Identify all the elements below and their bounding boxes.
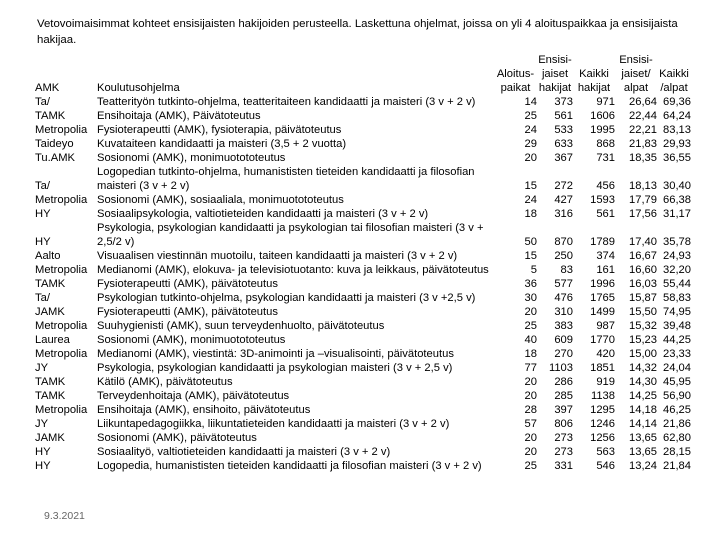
cell-institution: HY <box>35 446 51 458</box>
header-aloituspaikat: Aloitus- paikat <box>496 68 535 94</box>
cell-aloituspaikat: 25 <box>524 320 537 332</box>
header-ensisijaiset-alpat: Ensisi- jaiset/ alpat <box>619 54 653 94</box>
cell-aloituspaikat: 24 <box>524 194 537 206</box>
cell-program: Suuhygienisti (AMK), suun terveydenhuolto, päivätoteutus <box>97 320 385 332</box>
table-row <box>35 459 691 473</box>
cell-kaikki-alpat: 66,38 <box>663 194 691 206</box>
cell-aloituspaikat: 20 <box>524 306 537 318</box>
table-row <box>35 137 691 151</box>
cell-ensisijaiset-hakijat: 397 <box>554 404 573 416</box>
cell-ensisijaiset-hakijat: 285 <box>554 390 573 402</box>
cell-program: Visuaalisen viestinnän muotoilu, taiteen kandidaatti ja maisteri (3 v + 2 v) <box>97 250 458 262</box>
cell-program: Teatterityön tutkinto-ohjelma, teatteritaiteen kandidaatti ja maisteri (3 v + 2 v) <box>97 96 476 108</box>
table-row <box>35 193 691 207</box>
cell-aloituspaikat: 77 <box>524 362 537 374</box>
cell-program: Psykologia, psykologian kandidaatti ja psykologian tai filosofian maisteri (3 v + 2,5/2 v) <box>97 222 484 248</box>
cell-aloituspaikat: 20 <box>524 446 537 458</box>
cell-ensisijaiset-hakijat: 316 <box>554 208 573 220</box>
cell-aloituspaikat: 25 <box>524 460 537 472</box>
cell-ensisijaiset-hakijat: 270 <box>554 348 573 360</box>
cell-aloituspaikat: 29 <box>524 138 537 150</box>
cell-ensisijaiset-hakijat: 383 <box>554 320 573 332</box>
cell-kaikki-alpat: 32,20 <box>663 264 691 276</box>
cell-kaikki-alpat: 28,15 <box>663 446 691 458</box>
cell-ensisijaiset-hakijat: 286 <box>554 376 573 388</box>
cell-program: Sosionomi (AMK), monimuotototeutus <box>97 152 286 164</box>
cell-kaikki-hakijat: 1593 <box>590 194 615 206</box>
date-footer: 9.3.2021 <box>44 510 85 522</box>
table-row <box>35 263 691 277</box>
cell-ensisijaiset-alpat: 13,65 <box>629 446 657 458</box>
table-row <box>35 249 691 263</box>
cell-aloituspaikat: 40 <box>524 334 537 346</box>
cell-ensisijaiset-hakijat: 561 <box>554 110 573 122</box>
cell-program: Fysioterapeutti (AMK), päivätoteutus <box>97 278 278 290</box>
cell-kaikki-alpat: 21,86 <box>663 418 691 430</box>
cell-program: Psykologia, psykologian kandidaatti ja psykologian maisteri (3 v + 2,5 v) <box>97 362 453 374</box>
cell-institution: Ta/ <box>35 180 50 192</box>
cell-kaikki-alpat: 58,83 <box>663 292 691 304</box>
cell-program: Sosionomi (AMK), monimuotototeutus <box>97 334 286 346</box>
cell-kaikki-hakijat: 731 <box>596 152 615 164</box>
cell-kaikki-hakijat: 1246 <box>590 418 615 430</box>
cell-institution: Metropolia <box>35 194 88 206</box>
cell-institution: Metropolia <box>35 404 88 416</box>
cell-ensisijaiset-alpat: 14,18 <box>629 404 657 416</box>
cell-aloituspaikat: 18 <box>524 208 537 220</box>
cell-aloituspaikat: 20 <box>524 432 537 444</box>
cell-aloituspaikat: 50 <box>524 236 537 248</box>
cell-kaikki-alpat: 39,48 <box>663 320 691 332</box>
cell-ensisijaiset-alpat: 17,40 <box>629 236 657 248</box>
cell-aloituspaikat: 25 <box>524 110 537 122</box>
cell-institution: Metropolia <box>35 348 88 360</box>
table-row <box>35 291 691 305</box>
header-row <box>35 53 691 95</box>
table-row <box>35 207 691 221</box>
table-row <box>35 389 691 403</box>
cell-institution: HY <box>35 236 51 248</box>
cell-program: Medianomi (AMK), viestintä: 3D-animointi ja –visualisointi, päivätoteutus <box>97 348 454 360</box>
table-row <box>35 95 691 109</box>
cell-kaikki-hakijat: 919 <box>596 376 615 388</box>
table-row <box>35 431 691 445</box>
cell-ensisijaiset-hakijat: 806 <box>554 418 573 430</box>
cell-program: Fysioterapeutti (AMK), päivätoteutus <box>97 306 278 318</box>
cell-ensisijaiset-hakijat: 331 <box>554 460 573 472</box>
cell-kaikki-hakijat: 1770 <box>590 334 615 346</box>
cell-kaikki-hakijat: 561 <box>596 208 615 220</box>
cell-institution: Metropolia <box>35 124 88 136</box>
table-row <box>35 333 691 347</box>
cell-ensisijaiset-alpat: 22,44 <box>629 110 657 122</box>
cell-kaikki-alpat: 29,93 <box>663 138 691 150</box>
cell-aloituspaikat: 30 <box>524 292 537 304</box>
cell-ensisijaiset-alpat: 15,87 <box>629 292 657 304</box>
cell-ensisijaiset-hakijat: 367 <box>554 152 573 164</box>
cell-kaikki-alpat: 64,24 <box>663 110 691 122</box>
cell-ensisijaiset-alpat: 15,23 <box>629 334 657 346</box>
cell-institution: TAMK <box>35 376 66 388</box>
cell-kaikki-alpat: 24,04 <box>663 362 691 374</box>
cell-ensisijaiset-alpat: 17,79 <box>629 194 657 206</box>
table-row <box>35 221 691 249</box>
cell-ensisijaiset-hakijat: 633 <box>554 138 573 150</box>
table-row <box>35 403 691 417</box>
header-program: Koulutusohjelma <box>97 82 180 94</box>
cell-program: Fysioterapeutti (AMK), fysioterapia, päivätoteutus <box>97 124 342 136</box>
cell-kaikki-hakijat: 456 <box>596 180 615 192</box>
cell-kaikki-hakijat: 971 <box>596 96 615 108</box>
header-ensisijaiset-hakijat: Ensisi- jaiset hakijat <box>538 54 572 94</box>
cell-kaikki-hakijat: 1851 <box>590 362 615 374</box>
cell-aloituspaikat: 24 <box>524 124 537 136</box>
cell-ensisijaiset-alpat: 18,13 <box>629 180 657 192</box>
cell-kaikki-hakijat: 868 <box>596 138 615 150</box>
cell-institution: Taideyo <box>35 138 74 150</box>
cell-aloituspaikat: 57 <box>524 418 537 430</box>
cell-ensisijaiset-hakijat: 310 <box>554 306 573 318</box>
cell-ensisijaiset-alpat: 13,65 <box>629 432 657 444</box>
cell-aloituspaikat: 18 <box>524 348 537 360</box>
cell-kaikki-hakijat: 161 <box>596 264 615 276</box>
cell-ensisijaiset-alpat: 22,21 <box>629 124 657 136</box>
cell-kaikki-hakijat: 1606 <box>590 110 615 122</box>
cell-kaikki-hakijat: 546 <box>596 460 615 472</box>
cell-kaikki-alpat: 55,44 <box>663 278 691 290</box>
cell-ensisijaiset-hakijat: 83 <box>560 264 573 276</box>
cell-aloituspaikat: 15 <box>524 250 537 262</box>
cell-ensisijaiset-alpat: 17,56 <box>629 208 657 220</box>
cell-kaikki-alpat: 46,25 <box>663 404 691 416</box>
cell-kaikki-hakijat: 420 <box>596 348 615 360</box>
cell-program: Sosionomi (AMK), päivätoteutus <box>97 432 257 444</box>
cell-kaikki-alpat: 62,80 <box>663 432 691 444</box>
table-row <box>35 305 691 319</box>
cell-aloituspaikat: 28 <box>524 404 537 416</box>
cell-institution: JY <box>35 418 49 430</box>
cell-aloituspaikat: 20 <box>524 152 537 164</box>
cell-ensisijaiset-hakijat: 273 <box>554 446 573 458</box>
cell-ensisijaiset-alpat: 14,14 <box>629 418 657 430</box>
cell-ensisijaiset-hakijat: 373 <box>554 96 573 108</box>
table-row <box>35 151 691 165</box>
cell-kaikki-hakijat: 1996 <box>590 278 615 290</box>
cell-institution: JAMK <box>35 306 65 318</box>
table-row <box>35 347 691 361</box>
cell-ensisijaiset-alpat: 14,30 <box>629 376 657 388</box>
cell-ensisijaiset-hakijat: 476 <box>554 292 573 304</box>
cell-institution: HY <box>35 208 51 220</box>
cell-institution: Laurea <box>35 334 70 346</box>
cell-ensisijaiset-hakijat: 533 <box>554 124 573 136</box>
table-row <box>35 375 691 389</box>
cell-institution: Aalto <box>35 250 61 262</box>
cell-institution: TAMK <box>35 278 66 290</box>
table-row <box>35 277 691 291</box>
cell-program: Medianomi (AMK), elokuva- ja televisiotuotanto: kuva ja leikkaus, päivätoteutus <box>97 264 489 276</box>
cell-ensisijaiset-hakijat: 1103 <box>548 362 573 374</box>
cell-kaikki-hakijat: 1765 <box>590 292 615 304</box>
cell-aloituspaikat: 14 <box>524 96 537 108</box>
cell-institution: Ta/ <box>35 292 50 304</box>
cell-kaikki-hakijat: 1995 <box>590 124 615 136</box>
cell-ensisijaiset-hakijat: 870 <box>554 236 573 248</box>
cell-kaikki-alpat: 45,95 <box>663 376 691 388</box>
cell-ensisijaiset-alpat: 18,35 <box>629 152 657 164</box>
cell-kaikki-hakijat: 1256 <box>590 432 615 444</box>
cell-ensisijaiset-hakijat: 272 <box>554 180 573 192</box>
cell-institution: HY <box>35 460 51 472</box>
cell-program: Sosiaalipsykologia, valtiotieteiden kandidaatti ja maisteri (3 v + 2 v) <box>97 208 429 220</box>
cell-program: Kätilö (AMK), päivätoteutus <box>97 376 233 388</box>
cell-kaikki-alpat: 21,84 <box>663 460 691 472</box>
cell-program: Psykologian tutkinto-ohjelma, psykologian kandidaatti ja maisteri (3 v +2,5 v) <box>97 292 476 304</box>
cell-kaikki-alpat: 56,90 <box>663 390 691 402</box>
cell-kaikki-hakijat: 1789 <box>590 236 615 248</box>
cell-kaikki-hakijat: 1138 <box>590 390 615 402</box>
cell-ensisijaiset-hakijat: 577 <box>554 278 573 290</box>
table-row <box>35 165 691 193</box>
cell-program: Liikuntapedagogiikka, liikuntatieteiden kandidaatti ja maisteri (3 v + 2 v) <box>97 418 450 430</box>
cell-institution: Metropolia <box>35 264 88 276</box>
cell-kaikki-hakijat: 1295 <box>590 404 615 416</box>
cell-ensisijaiset-alpat: 26,64 <box>629 96 657 108</box>
cell-kaikki-alpat: 44,25 <box>663 334 691 346</box>
cell-kaikki-alpat: 74,95 <box>663 306 691 318</box>
cell-institution: JAMK <box>35 432 65 444</box>
cell-program: Ensihoitaja (AMK), ensihoito, päivätoteutus <box>97 404 311 416</box>
cell-kaikki-alpat: 35,78 <box>663 236 691 248</box>
table-row <box>35 361 691 375</box>
cell-kaikki-alpat: 23,33 <box>663 348 691 360</box>
cell-program: Logopedian tutkinto-ohjelma, humanististen tieteiden kandidaatti ja filosofian maisteri (3 v + 2 v) <box>97 166 475 192</box>
cell-institution: TAMK <box>35 110 66 122</box>
header-kaikki-hakijat: Kaikki hakijat <box>577 68 611 94</box>
data-table <box>35 53 691 473</box>
cell-institution: Metropolia <box>35 320 88 332</box>
cell-program: Sosiaalityö, valtiotieteiden kandidaatti ja maisteri (3 v + 2 v) <box>97 446 391 458</box>
cell-ensisijaiset-alpat: 15,00 <box>629 348 657 360</box>
cell-aloituspaikat: 5 <box>530 264 537 276</box>
cell-ensisijaiset-alpat: 15,50 <box>629 306 657 318</box>
cell-ensisijaiset-hakijat: 250 <box>554 250 573 262</box>
cell-ensisijaiset-alpat: 15,32 <box>629 320 657 332</box>
cell-kaikki-hakijat: 1499 <box>590 306 615 318</box>
cell-ensisijaiset-alpat: 13,24 <box>629 460 657 472</box>
cell-ensisijaiset-hakijat: 609 <box>554 334 573 346</box>
cell-program: Logopedia, humanististen tieteiden kandidaatti ja filosofian maisteri (3 v + 2 v) <box>97 460 482 472</box>
table-row <box>35 445 691 459</box>
cell-program: Kuvataiteen kandidaatti ja maisteri (3,5 + 2 vuotta) <box>97 138 347 150</box>
cell-kaikki-alpat: 83,13 <box>663 124 691 136</box>
cell-ensisijaiset-hakijat: 273 <box>554 432 573 444</box>
cell-ensisijaiset-alpat: 14,32 <box>629 362 657 374</box>
table-row <box>35 319 691 333</box>
cell-kaikki-alpat: 31,17 <box>663 208 691 220</box>
cell-ensisijaiset-alpat: 16,03 <box>629 278 657 290</box>
cell-institution: TAMK <box>35 390 66 402</box>
cell-aloituspaikat: 36 <box>524 278 537 290</box>
cell-ensisijaiset-alpat: 16,60 <box>629 264 657 276</box>
cell-kaikki-hakijat: 987 <box>596 320 615 332</box>
header-amk: AMK <box>35 82 60 94</box>
cell-aloituspaikat: 20 <box>524 390 537 402</box>
cell-kaikki-hakijat: 374 <box>596 250 615 262</box>
cell-kaikki-alpat: 69,36 <box>663 96 691 108</box>
cell-kaikki-hakijat: 563 <box>596 446 615 458</box>
table-row <box>35 109 691 123</box>
cell-kaikki-alpat: 30,40 <box>663 180 691 192</box>
page-title: Vetovoimaisimmat kohteet ensisijaisten hakijoiden perusteella. Laskettuna ohjelmat, joissa on yli 4 aloituspaikkaa ja ensisijaista hakijaa. <box>37 18 678 46</box>
cell-ensisijaiset-alpat: 16,67 <box>629 250 657 262</box>
table-row <box>35 417 691 431</box>
cell-aloituspaikat: 20 <box>524 376 537 388</box>
cell-ensisijaiset-alpat: 14,25 <box>629 390 657 402</box>
cell-aloituspaikat: 15 <box>524 180 537 192</box>
cell-institution: JY <box>35 362 49 374</box>
cell-institution: Tu.AMK <box>35 152 75 164</box>
cell-program: Sosionomi (AMK), sosiaaliala, monimuotototeutus <box>97 194 344 206</box>
cell-kaikki-alpat: 36,55 <box>663 152 691 164</box>
cell-institution: Ta/ <box>35 96 50 108</box>
cell-ensisijaiset-alpat: 21,83 <box>629 138 657 150</box>
cell-ensisijaiset-hakijat: 427 <box>554 194 573 206</box>
cell-program: Ensihoitaja (AMK), Päivätoteutus <box>97 110 261 122</box>
header-kaikki-alpat: Kaikki /alpat <box>659 68 689 94</box>
cell-program: Terveydenhoitaja (AMK), päivätoteutus <box>97 390 290 402</box>
table-row <box>35 123 691 137</box>
cell-kaikki-alpat: 24,93 <box>663 250 691 262</box>
